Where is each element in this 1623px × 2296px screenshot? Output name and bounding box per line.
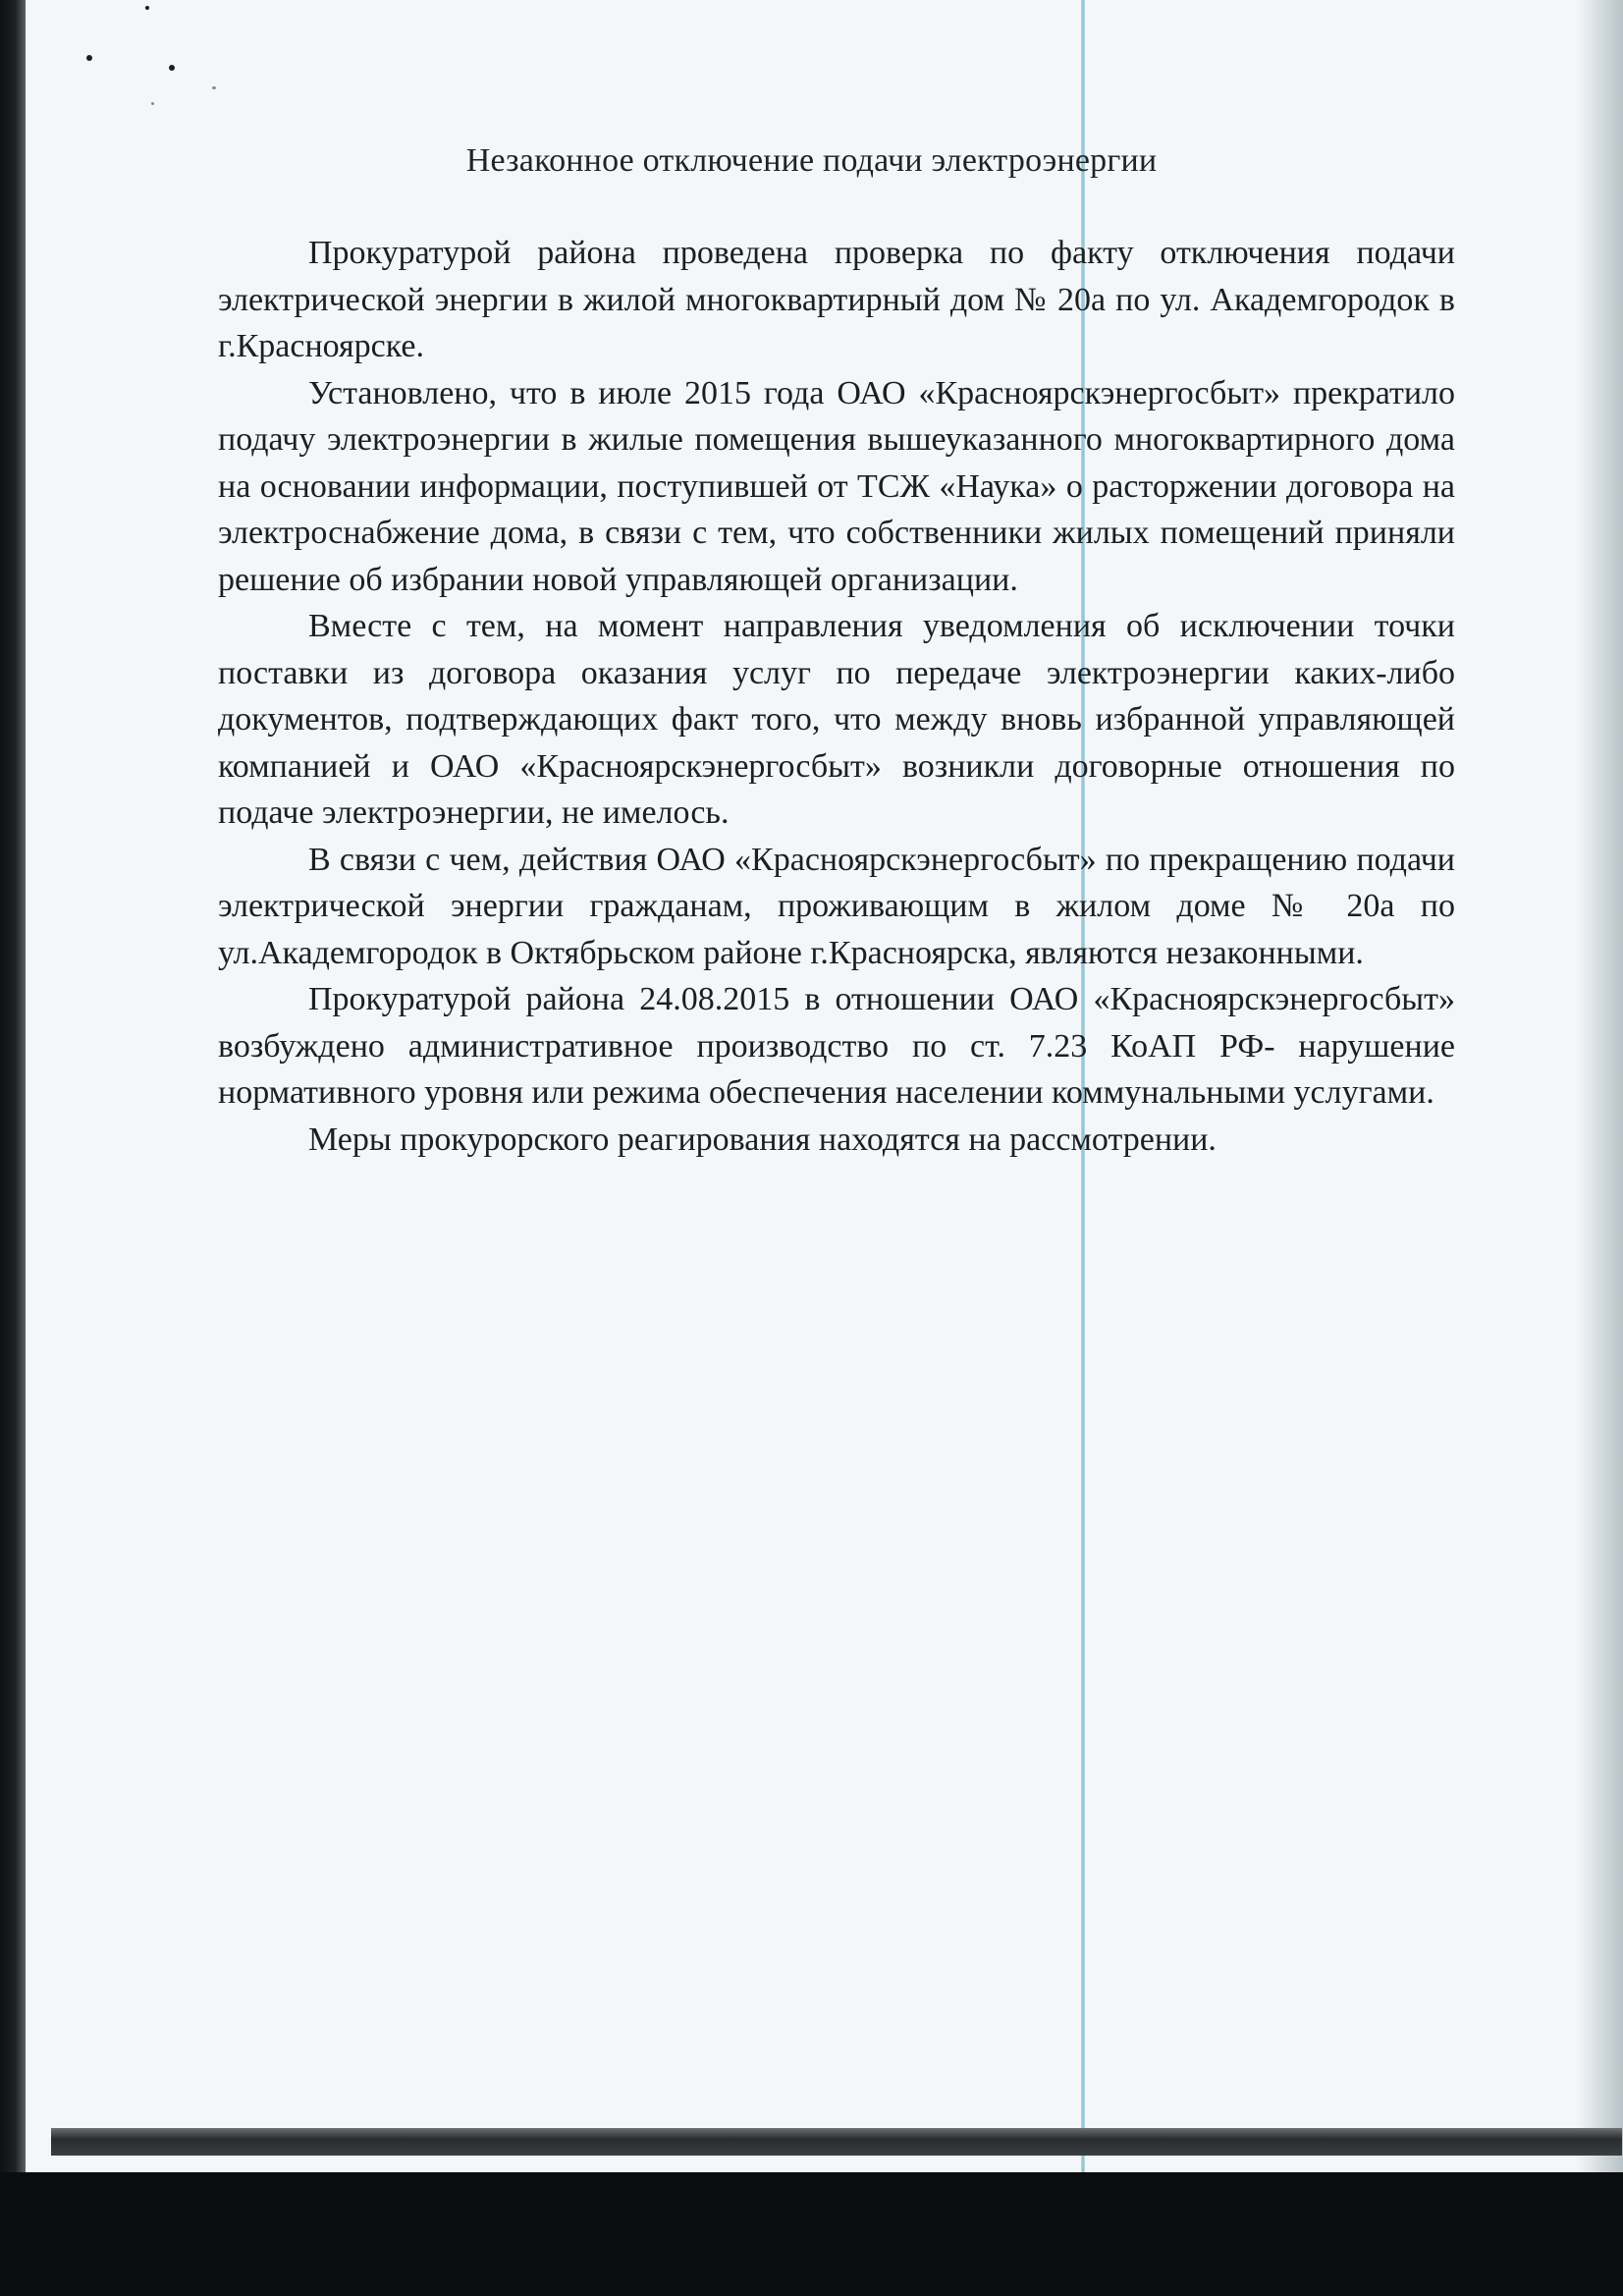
scan-speck [169,65,175,71]
paragraph-established: Установлено, что в июле 2015 года ОАО «Красноярскэнергосбыт» прекратило подачу электроэнергии в жилые помещения вышеуказанного многоквартирного дома на основании информации, поступившей от ТСЖ «Наука» о расторжении договора на электроснабжение дома, в связи с тем, что собственники жилых помещений приняли решение об избрании новой управляющей организации. [218,374,1455,598]
scan-speck [151,102,154,105]
scan-bottom-border [0,2172,1623,2296]
document-body [218,230,1455,1163]
scan-speck [86,55,92,61]
scan-speck [145,6,149,10]
paragraph-inspection: Прокуратурой района проведена проверка по факту отключения подачи электрической энергии в жилой многоквартирный дом № 20а по ул. Академгородок в г.Красноярске. [218,235,1455,364]
paragraph-proceedings: Прокуратурой района 24.08.2015 в отношении ОАО «Красноярскэнергосбыт» возбуждено административное производство по ст. 7.23 КоАП РФ- нарушение нормативного уровня или режима обеспечения населении коммунальными услугами. [218,981,1455,1111]
scan-right-shadow [1576,0,1623,2296]
paragraph-measures: Меры прокурорского реагирования находятся на рассмотрении. [308,1121,1217,1158]
document-title: Незаконное отключение подачи электроэнергии [465,142,1158,179]
scan-speck [212,86,216,89]
paragraph-notice: Вместе с тем, на момент направления уведомления об исключении точки поставки из договора оказания услуг по передаче электроэнергии каких-либо документов, подтверждающих факт того, что между вновь избранной управляющей компанией и ОАО «Красноярскэнергосбыт» возникли договорные отношения по подаче электроэнергии, не имелось. [218,608,1455,831]
paragraph-unlawful: В связи с чем, действия ОАО «Красноярскэнергосбыт» по прекращению подачи электрической энергии гражданам, проживающим в жилом доме № 20а по ул.Академгородок в Октябрьском районе г.Красноярска, являются незаконными. [218,841,1455,971]
scan-bottom-bar [51,2128,1622,2156]
scan-left-edge [0,0,26,2296]
